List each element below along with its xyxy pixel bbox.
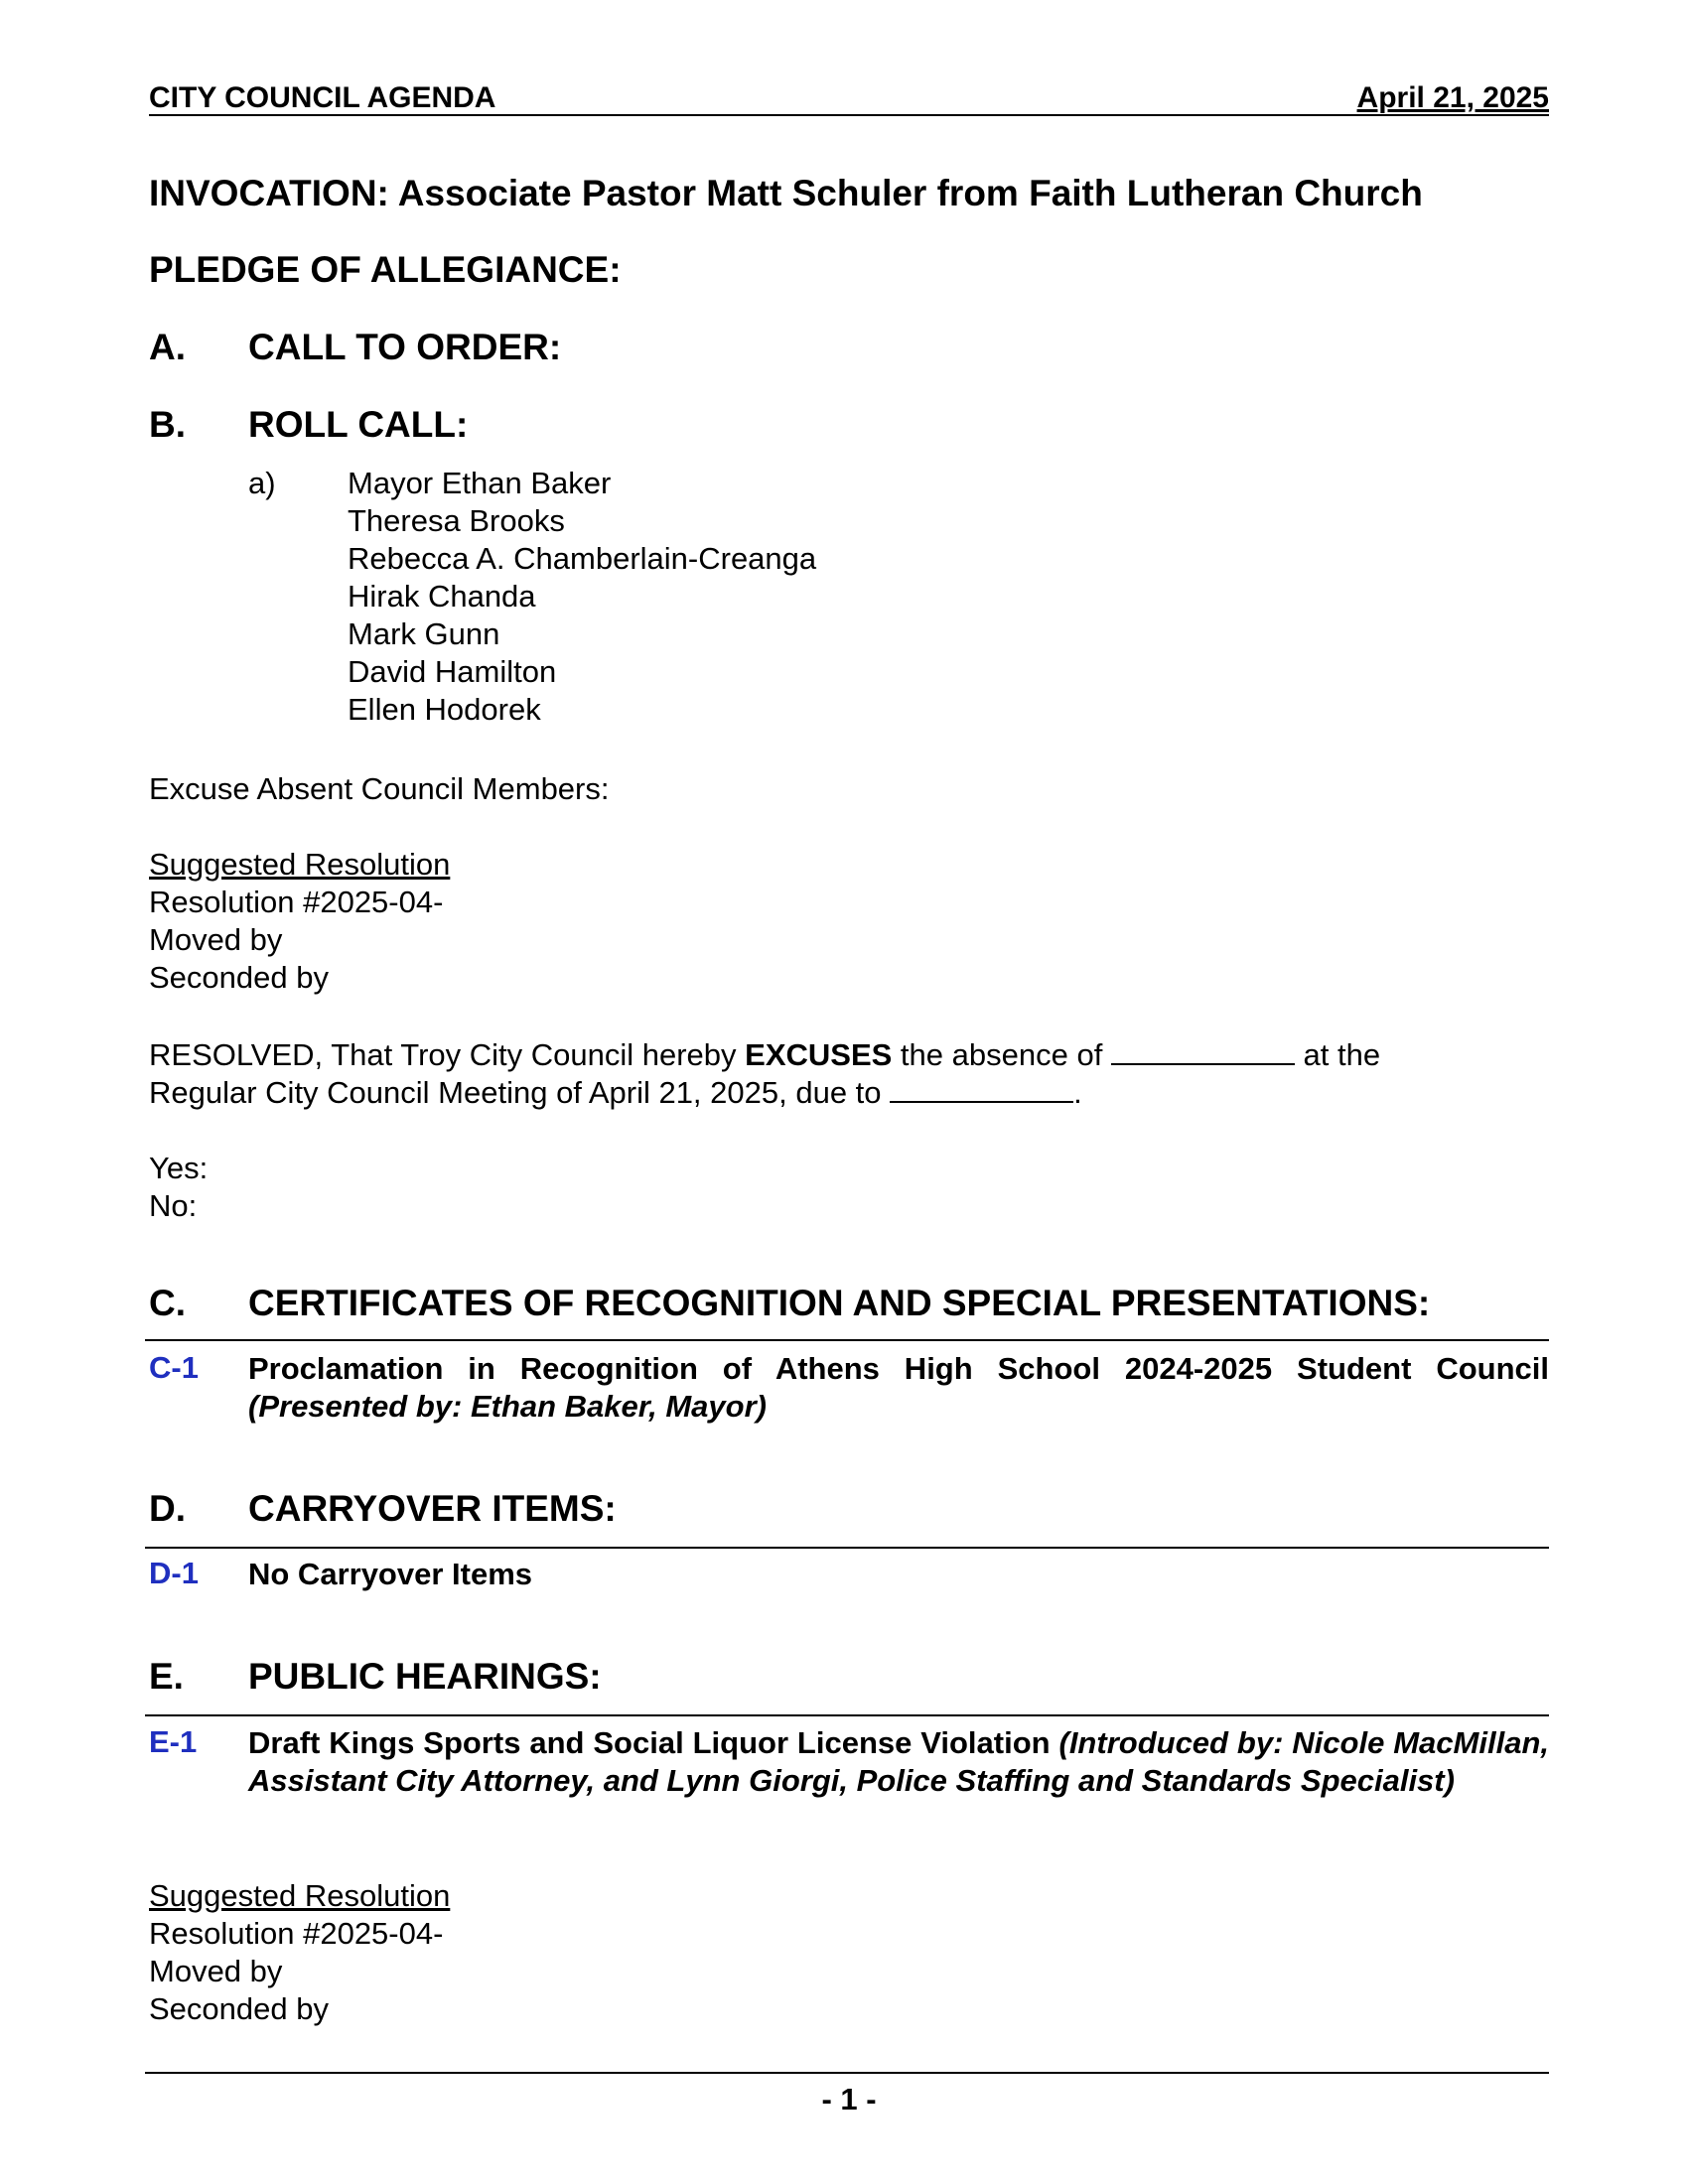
vote-no: No:	[149, 1188, 198, 1223]
item-d1-number: D-1	[149, 1556, 199, 1590]
resolved-line-2	[149, 1074, 1380, 1112]
section-a-title: CALL TO ORDER:	[248, 327, 562, 367]
header-date: April 21, 2025	[1356, 81, 1549, 114]
absence-reason-blank	[890, 1075, 1073, 1103]
item-c1-number: C-1	[149, 1350, 199, 1385]
member-name: David Hamilton	[348, 654, 557, 689]
moved-by: Moved by	[149, 1954, 283, 1988]
item-e1-presenter: (Introduced by: Nicole MacMillan, Assistant City Attorney, and Lynn Giorgi, Police Staffing and Standards Specialist)	[248, 1725, 1549, 1798]
resolution-number: Resolution #2025-04-	[149, 1916, 444, 1951]
item-c1-title: Proclamation in Recognition of Athens High School 2024-2025 Student Council	[248, 1351, 1549, 1386]
section-d-title: CARRYOVER ITEMS:	[248, 1488, 617, 1529]
header-title: CITY COUNCIL AGENDA	[149, 81, 496, 114]
roll-call-list	[348, 465, 816, 729]
vote-yes: Yes:	[149, 1151, 209, 1185]
resolved-keyword: EXCUSES	[745, 1037, 893, 1072]
member-name: Hirak Chanda	[348, 579, 536, 614]
suggested-resolution-heading: Suggested Resolution	[149, 847, 451, 882]
resolved-text: .	[1073, 1075, 1082, 1110]
vote-block	[149, 1150, 208, 1225]
suggested-resolution-heading: Suggested Resolution	[149, 1878, 451, 1913]
section-c-letter: C.	[149, 1283, 186, 1323]
section-c-title: CERTIFICATES OF RECOGNITION AND SPECIAL PRESENTATIONS:	[248, 1283, 1431, 1323]
footer-rule	[145, 2072, 1549, 2074]
resolved-text: Regular City Council Meeting of April 21, 2025, due to	[149, 1075, 891, 1110]
item-e1-title: Draft Kings Sports and Social Liquor License Violation	[248, 1725, 1059, 1760]
section-a-letter: A.	[149, 327, 186, 367]
resolution-number: Resolution #2025-04-	[149, 885, 444, 919]
resolved-line-1	[149, 1036, 1380, 1074]
item-d1-title: No Carryover Items	[248, 1557, 533, 1591]
header-rule	[149, 114, 1549, 116]
section-e-title: PUBLIC HEARINGS:	[248, 1656, 602, 1697]
page-number: - 1 -	[821, 2082, 877, 2116]
member-name: Mark Gunn	[348, 616, 500, 651]
resolved-text: at the	[1294, 1037, 1381, 1072]
item-c1-presenter: (Presented by: Ethan Baker, Mayor)	[248, 1389, 767, 1424]
section-e-letter: E.	[149, 1656, 184, 1697]
section-d-letter: D.	[149, 1488, 186, 1529]
item-e1-text	[248, 1724, 1549, 1800]
resolved-text: RESOLVED, That Troy City Council hereby	[149, 1037, 746, 1072]
section-c-rule	[145, 1339, 1549, 1341]
member-name: Ellen Hodorek	[348, 692, 541, 727]
section-b-letter: B.	[149, 404, 186, 445]
resolution-block-2	[149, 1877, 450, 2028]
section-b-title: ROLL CALL:	[248, 404, 469, 445]
roll-call-marker: a)	[248, 466, 276, 500]
resolved-paragraph	[149, 1036, 1380, 1112]
pledge-heading: PLEDGE OF ALLEGIANCE:	[149, 249, 622, 290]
agenda-page	[149, 0, 1549, 2184]
member-name: Rebecca A. Chamberlain-Creanga	[348, 541, 817, 576]
resolution-block-1	[149, 846, 450, 997]
item-e1-number: E-1	[149, 1724, 198, 1759]
member-name: Theresa Brooks	[348, 503, 565, 538]
absence-name-blank	[1111, 1037, 1295, 1065]
section-e-rule	[145, 1714, 1549, 1716]
resolved-text: the absence of	[892, 1037, 1111, 1072]
seconded-by: Seconded by	[149, 1991, 329, 2026]
invocation-heading: INVOCATION: Associate Pastor Matt Schuler from Faith Lutheran Church	[149, 173, 1423, 213]
seconded-by: Seconded by	[149, 960, 329, 995]
excuse-label: Excuse Absent Council Members:	[149, 771, 610, 806]
moved-by: Moved by	[149, 922, 283, 957]
section-d-rule	[145, 1547, 1549, 1549]
member-name: Mayor Ethan Baker	[348, 466, 612, 500]
